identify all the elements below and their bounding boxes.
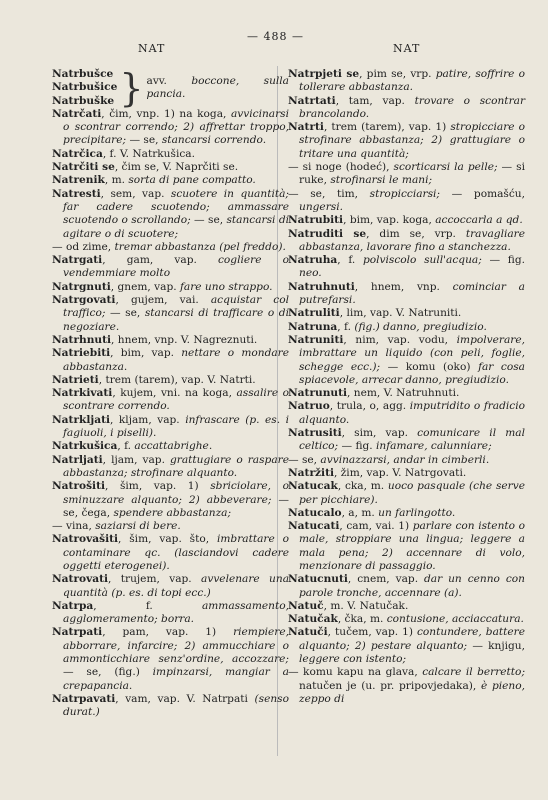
translation: saziarsi di bere. — [95, 520, 181, 533]
headword: Natrkušica — [52, 440, 118, 453]
translation: tremar abbastanza (pel freddo). — [114, 240, 286, 253]
grouped-entry — [52, 65, 289, 110]
dictionary-entry — [288, 228, 525, 255]
dictionary-entry — [52, 374, 289, 387]
headword: Natruha — [288, 254, 338, 267]
translation: cominciar a putrefarsi. — [299, 280, 525, 307]
grammar: — komu kapu na glava, — [288, 666, 423, 679]
grammar: , gam, vap. — [102, 254, 218, 267]
headword: Natruo — [288, 400, 330, 413]
dictionary-entry — [288, 520, 525, 573]
grammar: , šim, vap. 1) — [105, 480, 211, 493]
translation: far cosa spiacevole, arrecar danno, pregiudizio. — [299, 360, 525, 386]
dictionary-entry — [288, 600, 525, 613]
running-head-right: NAT — [393, 42, 421, 55]
translation: avvelenare una quantità (p. es. di topi ecc.) — [63, 573, 290, 599]
translation: riempiere, abborrare, infarcire; 2) ammucchiare o ammonticchiare senz'ordine, accozzare; — [63, 626, 289, 666]
grammar: , f. V. Natrkušica. — [102, 147, 195, 160]
grammar: , bim, vap. koga, — [343, 214, 436, 227]
headword: Natrti — [288, 121, 324, 134]
dictionary-entry — [288, 281, 525, 308]
translation: nettare o mondare abbastanza. — [63, 347, 289, 373]
headword: Natrbušce — [52, 68, 114, 80]
headword: Natrgnuti — [52, 280, 111, 293]
dictionary-entry — [288, 467, 525, 480]
translation: stropicciarsi; — [369, 187, 441, 200]
grammar: , cam, vai. 1) — [339, 520, 413, 533]
translation: impolverare, imbrattare un liquido (con peli, foglie, schegge ecc.); — [299, 333, 525, 373]
translation: (senso durat.) — [63, 692, 289, 719]
headword: Natrčiti se — [52, 161, 115, 174]
grammar: , nim, vap. vodu, — [343, 333, 457, 346]
grammar: , bim, vap. — [110, 347, 182, 360]
dictionary-entry — [288, 95, 525, 122]
translation: stropicciare o strofinare abbastanza; 2) grattugiare o tritare una quantità; — [299, 121, 525, 160]
dictionary-entry — [288, 427, 525, 454]
translation: assalire o scontrare correndo. — [63, 387, 289, 413]
headword: Natucalo — [288, 506, 342, 519]
headword: Natrgati — [52, 254, 103, 267]
dictionary-entry — [288, 121, 525, 161]
dictionary-entry — [288, 321, 525, 334]
headword: Natriebiti — [52, 347, 111, 360]
grammar: — fig. — [338, 440, 377, 453]
headword: Natucak — [288, 480, 338, 493]
dictionary-entry — [288, 626, 525, 666]
headword: Natruliti — [288, 307, 340, 320]
grammar: — se, — [105, 307, 145, 320]
dictionary-entry — [52, 188, 289, 241]
translation: avvicinarsi o scontrar correndo; 2) affrettar troppo, precipitare; — [63, 107, 289, 147]
headword: Natrovašiti — [52, 533, 119, 546]
dictionary-entry — [288, 307, 525, 320]
dictionary-entry — [288, 254, 525, 281]
grammar: , kljam, vap. — [110, 413, 186, 426]
dictionary-entry — [288, 507, 525, 520]
running-head-left: NAT — [138, 42, 166, 55]
headword: Natuči — [288, 626, 328, 639]
grammar: — se, — [126, 134, 162, 147]
headword: Natrbuške — [52, 94, 115, 107]
translation: imputridito o fradicio alquanto. — [299, 400, 525, 426]
translation: polviscolo sull'acqua; — [362, 254, 482, 267]
grammar: — vina, — [52, 520, 96, 533]
headword: Natrpjeti se — [288, 68, 360, 80]
dictionary-entry — [288, 334, 525, 387]
grammar: — se, — [288, 453, 321, 466]
headword: Natruhnuti — [288, 280, 355, 293]
grammar: , f. — [337, 320, 355, 333]
headword: Natrkljati — [52, 413, 111, 426]
dictionary-entry — [52, 454, 289, 481]
translation: stancarsi di trafficare o di negoziare. — [63, 307, 289, 333]
headword: Natrgovati — [52, 294, 116, 307]
dictionary-entry — [52, 161, 289, 174]
headword: Natrubiti — [288, 214, 344, 227]
translation: leggere con istento; — [299, 653, 407, 666]
dictionary-entry — [288, 214, 525, 227]
dictionary-entry — [52, 440, 289, 453]
grammar: , ljam, vap. — [102, 453, 170, 466]
grammar: , nem, V. Natruhnuti. — [347, 387, 460, 400]
translation: infrascare (p. es. i fagiuoli, i piselli). — [63, 413, 289, 440]
dictionary-entry — [288, 573, 525, 600]
grouped-headwords — [52, 68, 117, 108]
translation: uoco pasquale (che serve per picchiare). — [299, 480, 525, 506]
grammar: , f. — [117, 440, 135, 453]
headword: Natrtati — [288, 94, 336, 107]
translation: impinzarsi, mangiar a crepapancia. — [63, 666, 289, 692]
grammar: natučen je (u. pr. pripovjedaka), — [299, 679, 481, 692]
translation: grattugiare o raspare abbastanza; strofinare alquanto. — [63, 453, 289, 479]
translation: neo. — [299, 267, 322, 280]
grammar: , hnem, vnp. V. Nagreznuti. — [111, 333, 258, 346]
headword: Natrusiti — [288, 427, 342, 440]
dictionary-entry — [52, 347, 289, 374]
dictionary-entry — [288, 188, 525, 215]
grammar: — od zime, — [52, 240, 115, 253]
headword: Natučak — [288, 613, 338, 626]
grammar: , gnem, vap. — [110, 280, 180, 293]
headword: Natrkivati — [52, 387, 113, 400]
grammar: , sim, vap. — [341, 427, 418, 440]
grammar: , hnem, vnp. — [354, 280, 453, 293]
headword: Natuč — [288, 599, 324, 612]
headword: Natruna — [288, 320, 338, 333]
translation: ungersi. — [299, 200, 343, 213]
headword: Natrieti — [52, 373, 99, 386]
translation: trovare o scontrar brancolando. — [299, 94, 526, 120]
translation: un farlingotto. — [378, 506, 456, 519]
dictionary-entry — [52, 254, 289, 281]
dictionary-entry — [52, 294, 289, 334]
headword: Natrčica — [52, 147, 103, 160]
translation: boccone, sulla pancia. — [146, 74, 289, 100]
grammar: — fig. — [481, 254, 525, 267]
headword: Natrunuti — [288, 387, 348, 400]
headword: Natrhnuti — [52, 333, 112, 346]
right-column — [288, 68, 525, 706]
grammar: , pam, vap. 1) — [102, 626, 234, 639]
translation: parlare con istento o male, stroppiare una lingua; leggere a mala pena; 2) accennare di volo, menzionare di passaggio. — [299, 520, 525, 572]
translation: stancarsi correndo. — [161, 134, 267, 147]
headword: Natrošiti — [52, 480, 105, 493]
grammar: — se, — [190, 214, 227, 227]
grammar: , cka, m. — [337, 480, 388, 493]
grammar: — knjigu, — [467, 639, 525, 652]
translation: contundere, battere alquanto; 2) pestare alquanto; — [299, 626, 525, 652]
translation: calcare il berretto; — [422, 666, 526, 679]
headword: Natrljati — [52, 453, 103, 466]
grammar: — se, tim, — [288, 187, 370, 200]
translation: ammassamento, agglomeramento; borra. — [63, 599, 289, 626]
grammar: , a, m. — [341, 506, 379, 519]
grammar: , m. V. Natučak. — [323, 599, 409, 612]
headword: Natruniti — [288, 333, 344, 346]
left-column — [52, 65, 290, 720]
translation: accoccarla a qd. — [435, 214, 523, 227]
grammar: , dim se, vrp. — [366, 227, 466, 240]
grammar: , lim, vap. V. Natruniti. — [339, 307, 462, 320]
dictionary-entry — [52, 414, 289, 441]
grammar: — si ruke, — [299, 161, 525, 187]
dictionary-entry — [52, 533, 289, 573]
headword: Natucati — [288, 520, 340, 533]
grammar: , šim, vap. što, — [118, 533, 217, 546]
translation: sbriciolare, o sminuzzare alquanto; 2) abbeverare; — [63, 480, 289, 506]
dictionary-entry — [52, 480, 289, 520]
dictionary-entry — [52, 108, 289, 148]
brace: } — [119, 65, 144, 110]
dictionary-entry — [52, 520, 289, 533]
grammar: , tam, vap. — [335, 94, 415, 107]
grammar: , f. — [93, 599, 202, 612]
dictionary-entry — [52, 626, 289, 692]
dictionary-entry — [52, 693, 289, 720]
headword: Natrenik — [52, 174, 105, 187]
translation: cogliere o vendemmiare molto — [63, 254, 289, 280]
dictionary-entry — [288, 613, 525, 626]
dictionary-entry — [52, 148, 289, 161]
grammar: , m. — [104, 174, 129, 187]
translation: scuotere in quantità; far cadere scuotendo; ammassare scuotendo o scrollando; — [63, 187, 289, 227]
dictionary-entry — [288, 400, 525, 427]
translation: patire, soffrire o tollerare abbastanza. — [299, 68, 525, 94]
headword: Natucnuti — [288, 573, 348, 586]
grammar: , gujem, vai. — [115, 294, 211, 307]
headword: Natrpa — [52, 599, 94, 612]
translation: avvinazzarsi, andar in cimberli. — [320, 453, 490, 466]
translation: (fig.) danno, pregiudizio. — [354, 320, 487, 333]
dictionary-entry — [52, 334, 289, 347]
grammar: — se, (fig.) — [63, 666, 153, 679]
headword: Natresti — [52, 187, 101, 200]
translation: imbrattare o contaminare qc. (lasciandovi cadere oggetti eterogenei). — [63, 533, 289, 572]
grammar: , f. — [337, 254, 363, 267]
grammar: , cnem, vap. — [347, 573, 424, 586]
dictionary-entry — [52, 281, 289, 294]
definition — [147, 75, 290, 102]
headword: Natrpavati — [52, 692, 116, 705]
dictionary-entry — [52, 573, 289, 600]
dictionary-entry — [52, 387, 289, 414]
grammar: — komu (oko) — [380, 360, 479, 373]
grammar: — se, čega, — [63, 493, 289, 519]
grammar: , čim, vnp. 1) na koga, — [101, 107, 231, 120]
dictionary-entry — [288, 480, 525, 507]
dictionary-entry — [52, 600, 289, 627]
grammar: , pim se, vrp. — [359, 68, 436, 80]
dictionary-entry — [52, 174, 289, 187]
headword: Natruditi se — [288, 227, 367, 240]
dictionary-entry — [288, 387, 525, 400]
translation: travagliare abbastanza, lavorare fino a stanchezza. — [299, 227, 525, 253]
grammar: — pomašću, — [440, 187, 525, 200]
grammar: , tučem, vap. 1) — [327, 626, 417, 639]
translation: infamare, calunniare; — [376, 440, 492, 453]
grammar: , trujem, vap. — [108, 573, 202, 586]
grammar: , trula, o, agg. — [329, 400, 410, 413]
grammar: , trem (tarem), vap. V. Natrti. — [98, 373, 256, 386]
dictionary-entry — [52, 241, 289, 254]
grammar: , čka, m. — [337, 613, 387, 626]
grammar: , vam, vap. V. Natrpati — [115, 692, 255, 705]
headword: Natrbušice — [52, 81, 118, 94]
grammar: , sem, vap. — [100, 187, 171, 200]
grammar: , žim, vap. V. Natrgovati. — [333, 466, 467, 479]
headword: Natrpati — [52, 626, 103, 639]
translation: stancarsi di agitare o di scuotere; — [63, 214, 289, 240]
translation: fare uno strappo. — [179, 280, 273, 293]
translation: è pieno, zeppo di — [299, 679, 525, 705]
dictionary-entry — [288, 454, 525, 467]
dictionary-entry — [288, 68, 525, 95]
translation: scorticarsi la pelle; — [393, 161, 498, 174]
headword: Natrovati — [52, 573, 109, 586]
translation: comunicare il mal celtico; — [299, 427, 525, 453]
translation: contusione, acciaccatura. — [386, 613, 524, 626]
grammar: — si noge (hodeć), — [288, 161, 394, 174]
page-number: — 488 — — [247, 30, 304, 43]
headword: Natržiti — [288, 466, 334, 479]
grammar: , kujem, vni. na koga, — [112, 387, 237, 400]
translation: accattabrighe. — [134, 440, 213, 453]
translation: acquistar col traffico; — [63, 294, 289, 320]
translation: dar un cenno con parole tronche, accennare (a). — [299, 573, 525, 599]
translation: strofinarsi le mani; — [330, 174, 433, 187]
headword: Natrčati — [52, 107, 102, 120]
grammar: avv. — [146, 74, 192, 87]
grammar: , trem (tarem), vap. 1) — [323, 121, 451, 134]
page-header — [0, 30, 548, 54]
translation: sorta di pane compatto. — [128, 174, 256, 187]
dictionary-entry — [288, 161, 525, 188]
translation: spendere abbastanza; — [113, 506, 232, 519]
grammar: , čim se, V. Naprčiti se. — [114, 161, 239, 174]
dictionary-entry — [288, 666, 525, 706]
